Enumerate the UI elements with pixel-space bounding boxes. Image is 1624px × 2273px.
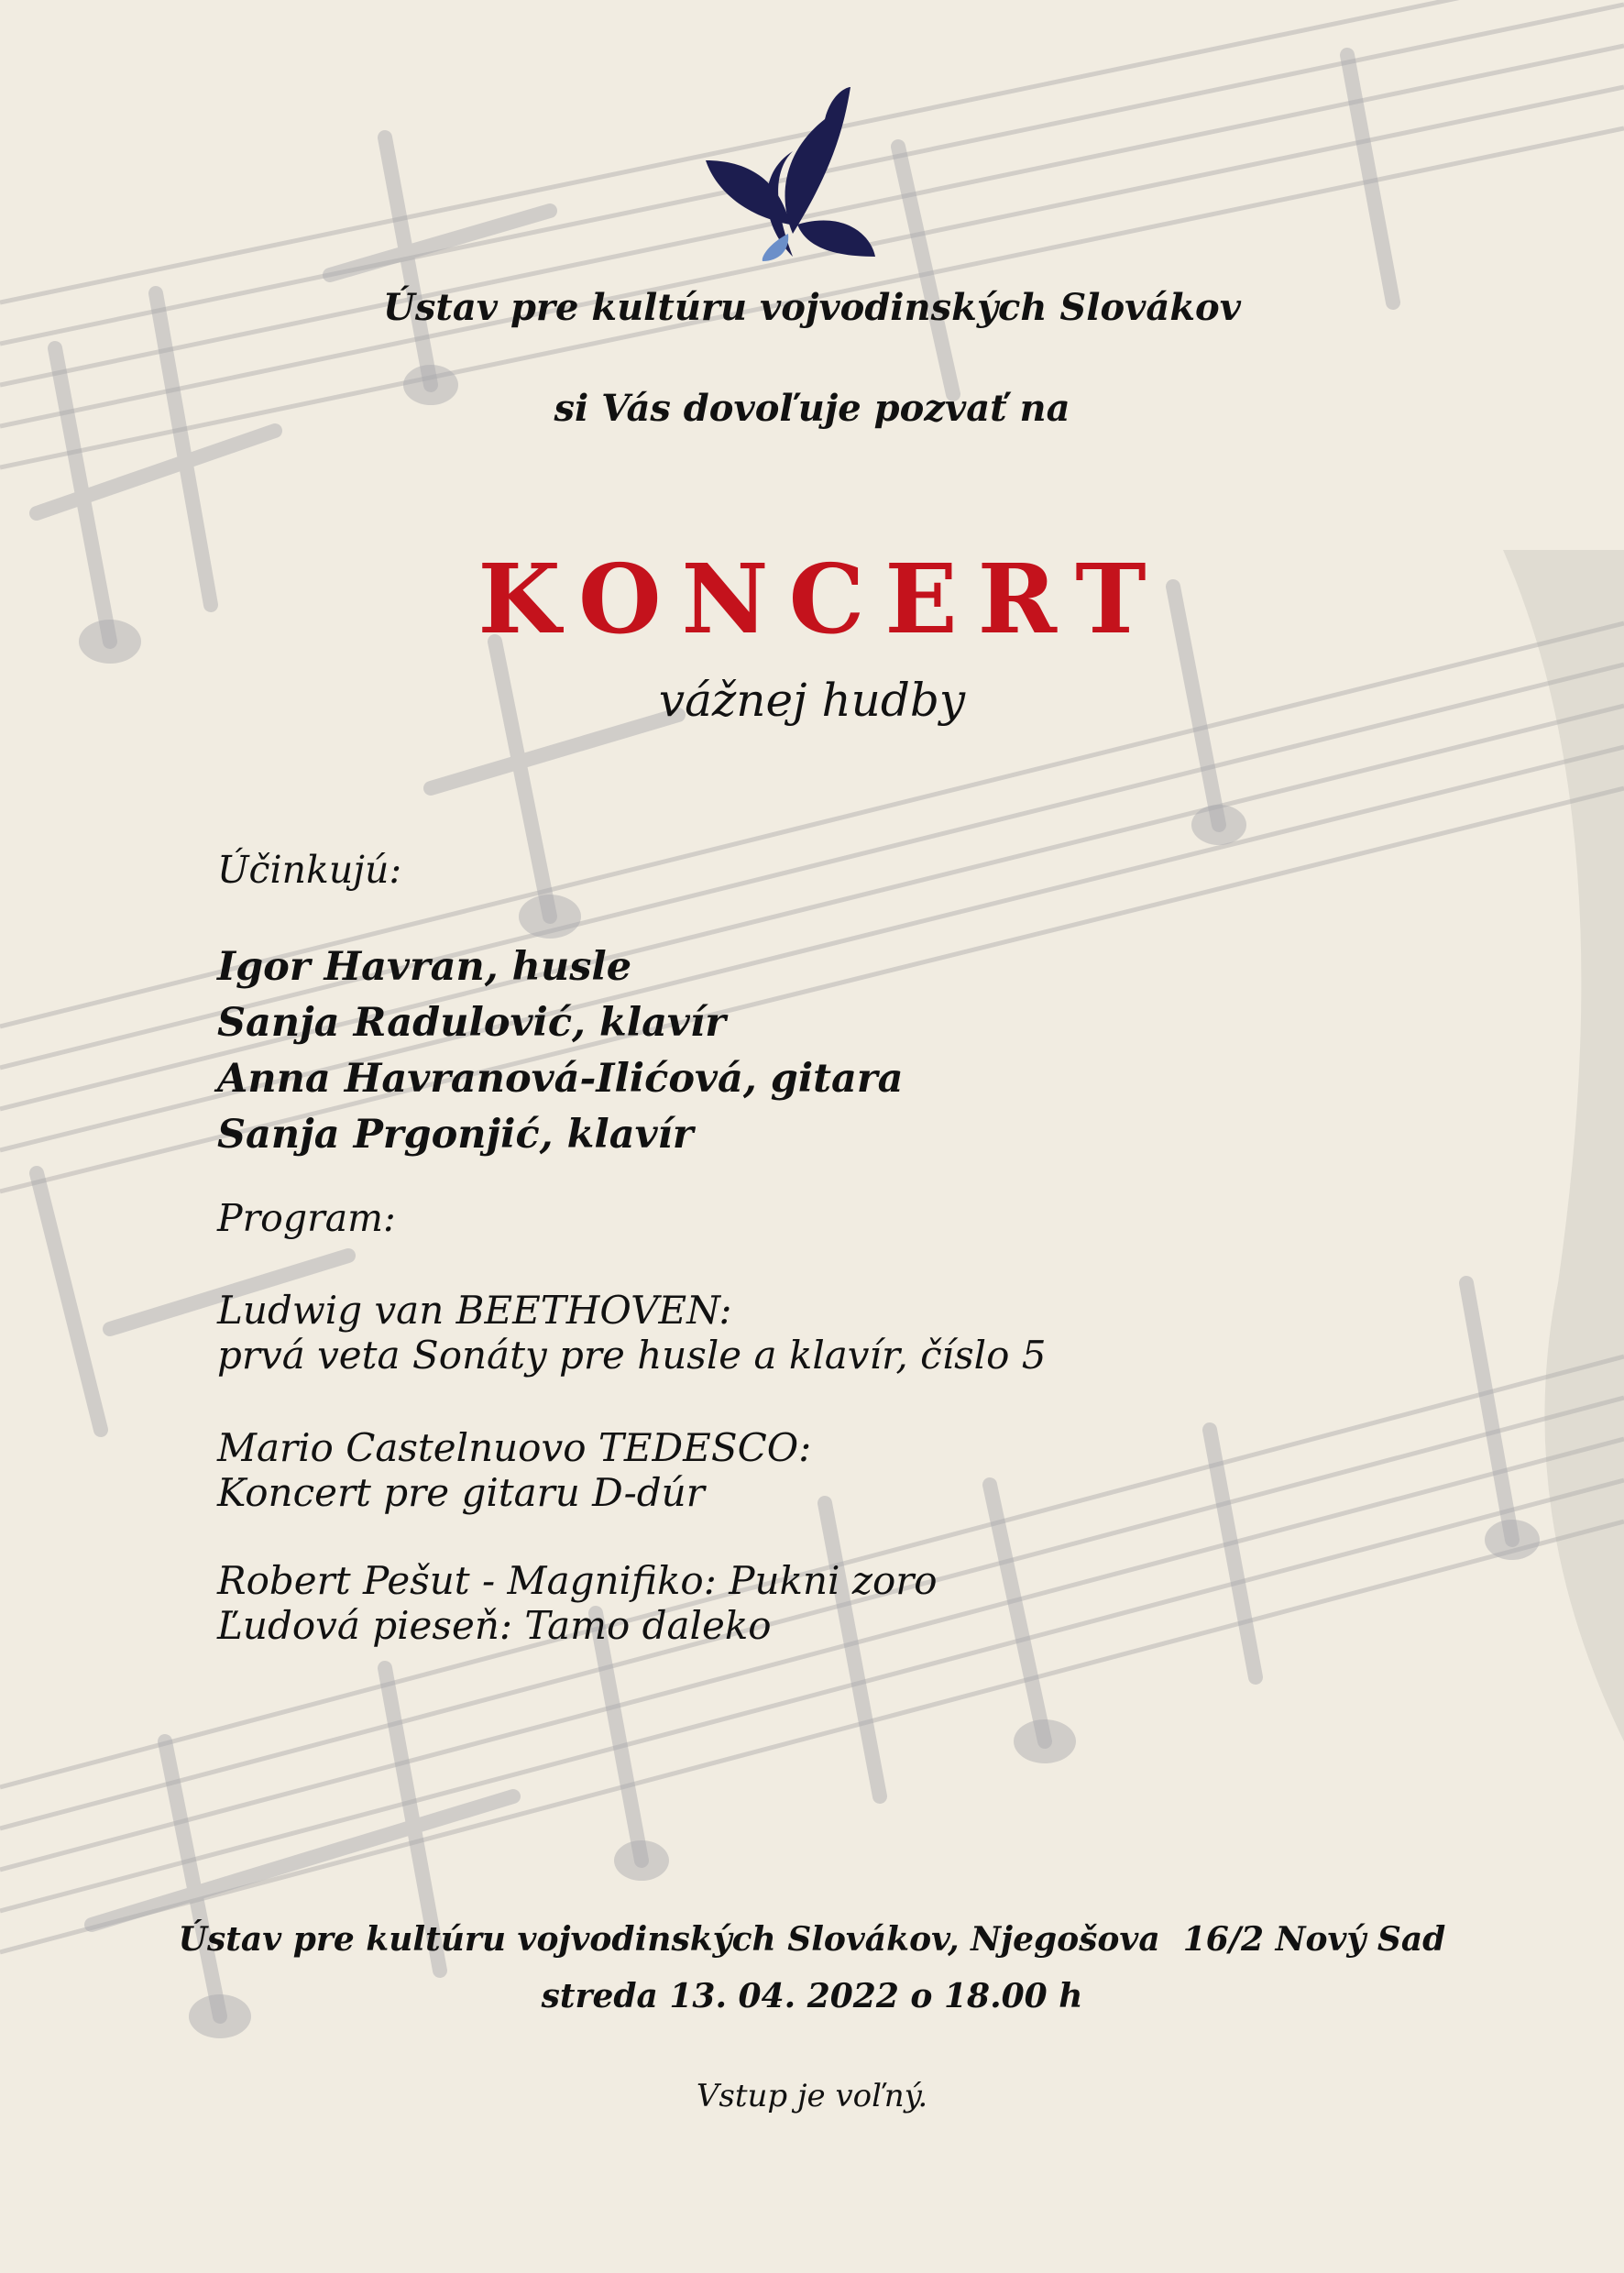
- performer-item: Sanja Radulović, klavír: [217, 1000, 726, 1046]
- concert-subtitle: vážnej hudby: [658, 674, 966, 727]
- program-item: [217, 1425, 811, 1515]
- program-composer: Robert Pešut - Magnifiko: Pukni zoro: [217, 1558, 938, 1603]
- performers-list: [217, 939, 903, 1163]
- performers-label: Účinkujú:: [217, 848, 402, 892]
- venue-address: Ústav pre kultúru vojvodinských Slovákov, Njegošova 16/2 Nový Sad: [178, 1920, 1446, 1959]
- program-work: Ľudová pieseň: Tamo daleko: [217, 1603, 772, 1648]
- performer-item: Anna Havranová-Ilićová, gitara: [217, 1056, 904, 1102]
- concert-title: KONCERT: [477, 543, 1167, 655]
- performer-item: Igor Havran, husle: [217, 944, 632, 990]
- program-composer: Mario Castelnuovo TEDESCO:: [217, 1425, 812, 1470]
- program-label: Program:: [217, 1196, 396, 1240]
- event-datetime: streda 13. 04. 2022 o 18.00 h: [541, 1977, 1083, 2015]
- butterfly-flower-logo-icon: [706, 87, 880, 261]
- program-composer: Ludwig van BEETHOVEN:: [217, 1288, 732, 1333]
- venue-block: [0, 1911, 1624, 2025]
- invitation-line: si Vás dovoľuje pozvať na: [554, 387, 1070, 430]
- program-work: Koncert pre gitaru D-dúr: [217, 1470, 705, 1515]
- program-item: [217, 1288, 1046, 1378]
- performer-item: Sanja Prgonjić, klavír: [217, 1112, 694, 1158]
- entry-note: Vstup je voľný.: [696, 2078, 928, 2114]
- program-work: prvá veta Sonáty pre husle a klavír, číslo 5: [217, 1333, 1047, 1378]
- institution-title: Ústav pre kultúru vojvodinských Slovákov: [383, 286, 1241, 329]
- program-item: [217, 1558, 938, 1648]
